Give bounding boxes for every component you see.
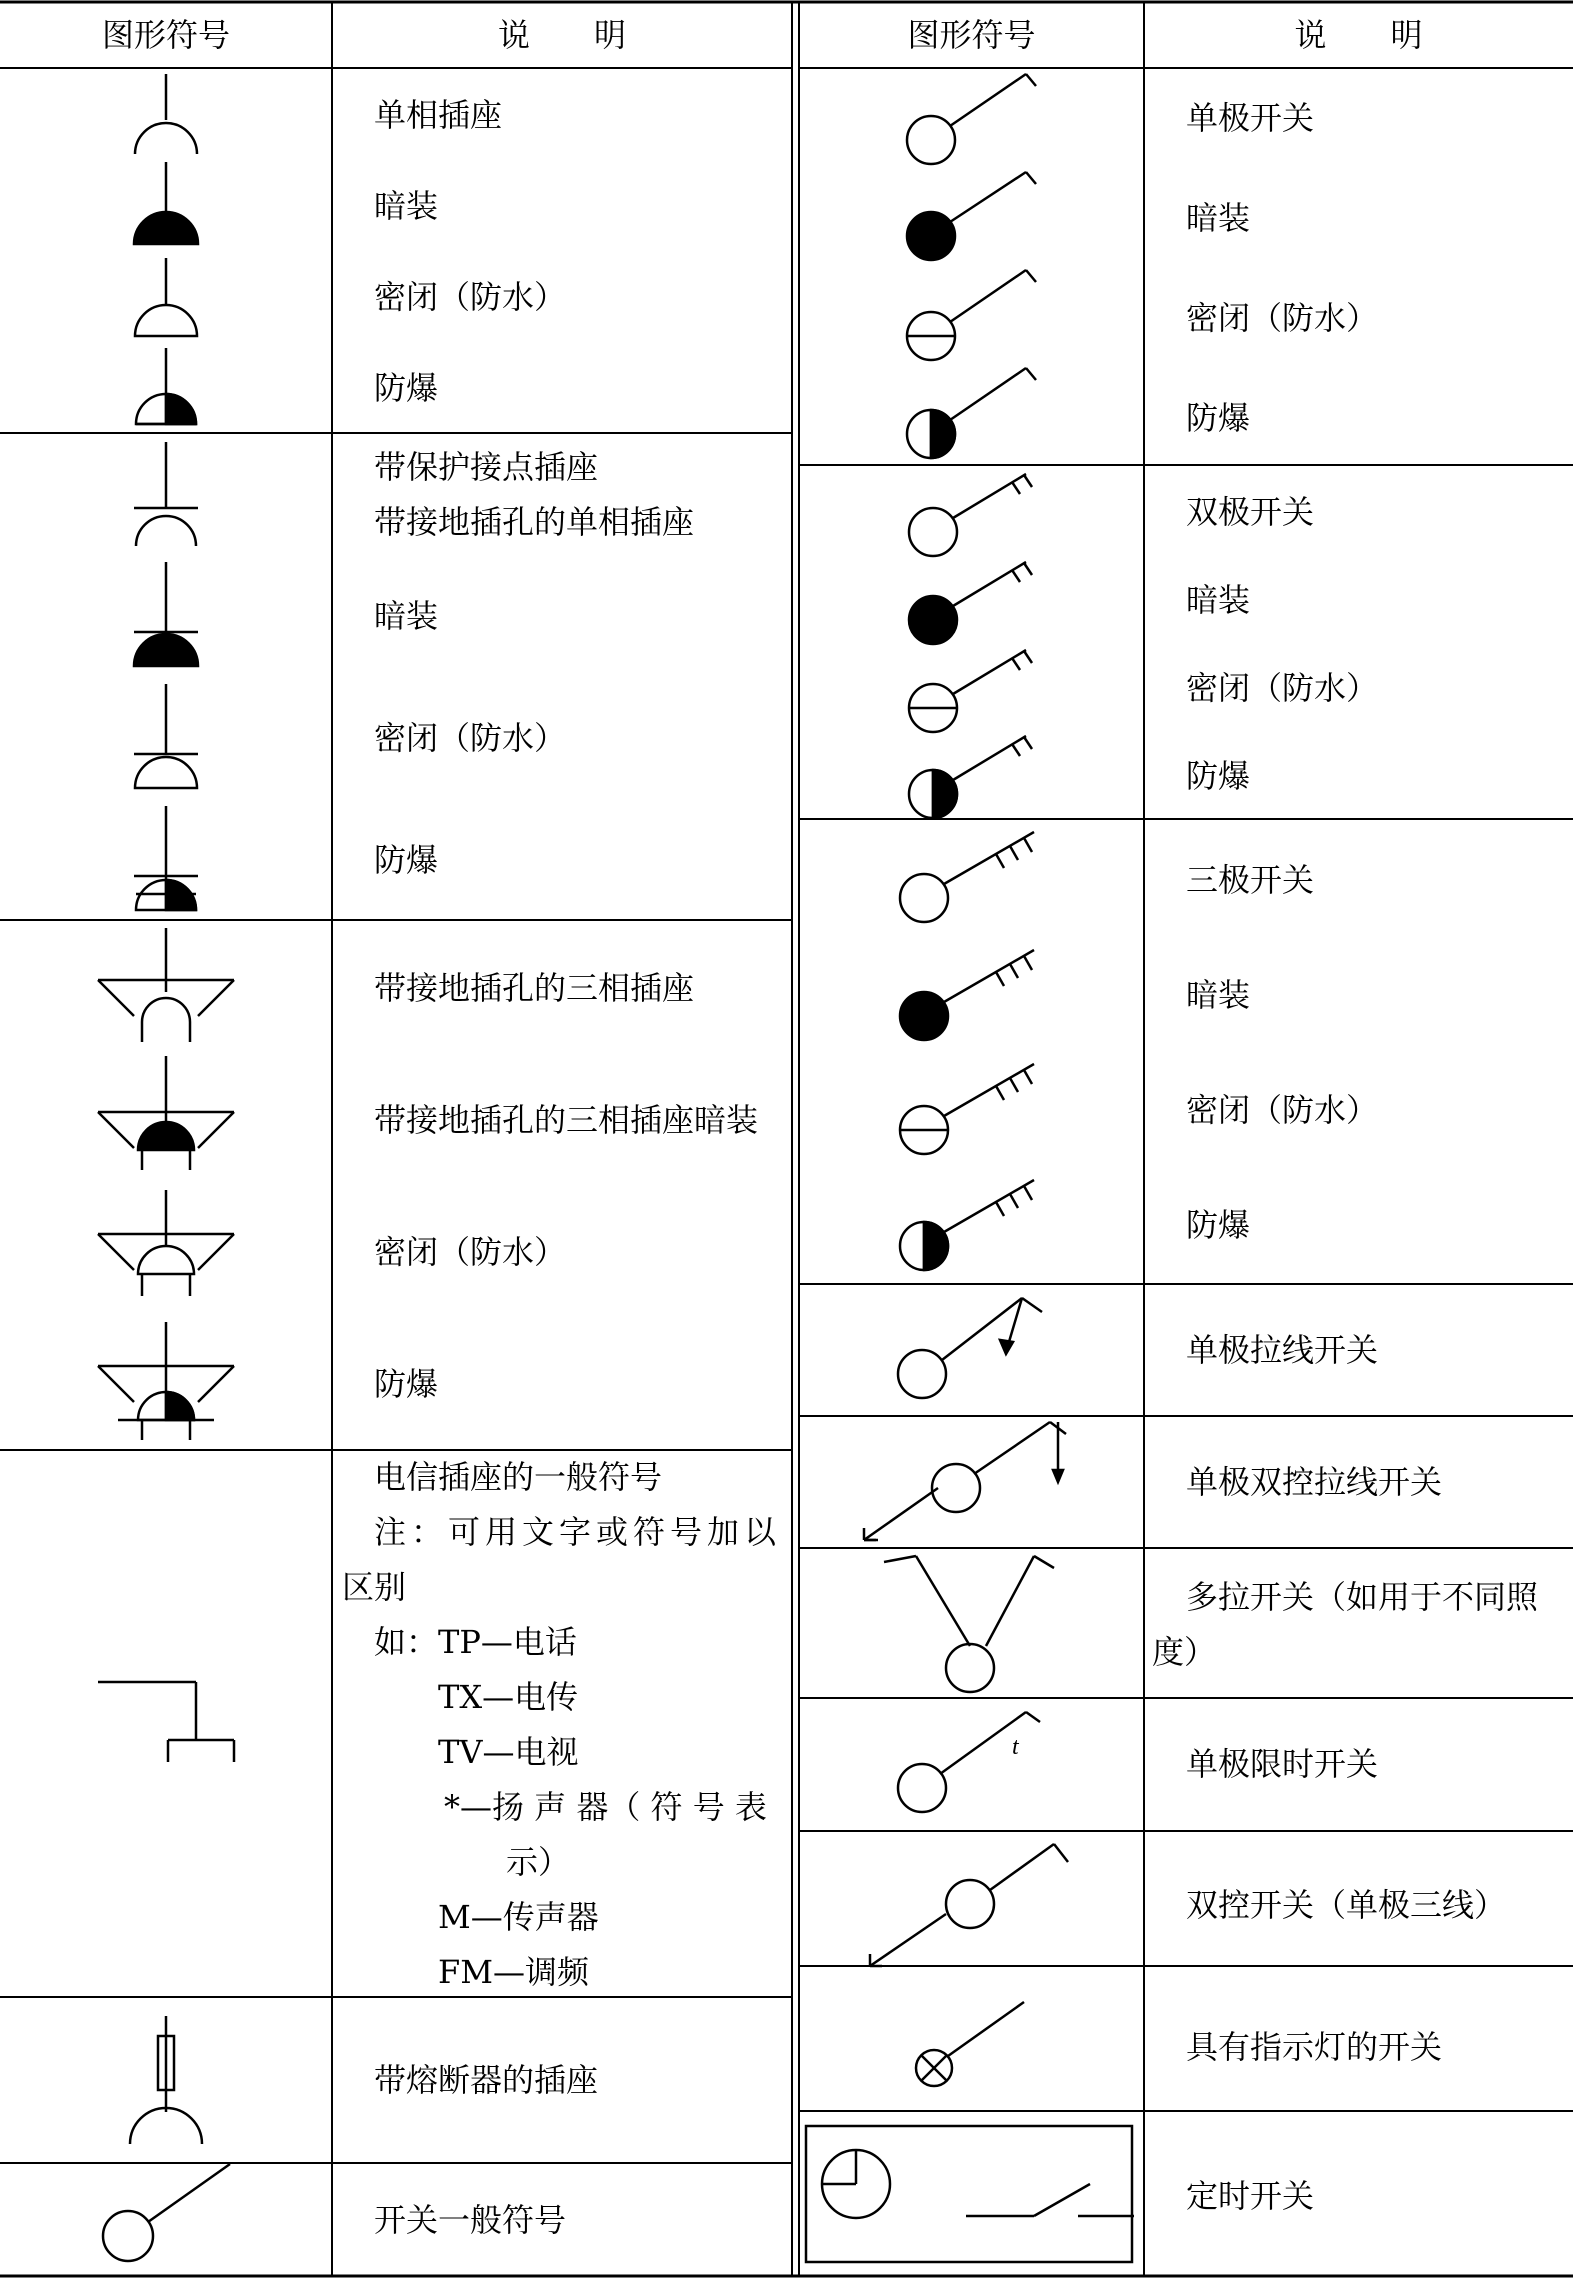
- two-way-pull-cord-switch-icon: [860, 1418, 1082, 1546]
- right-desc-line: 密闭（防水）: [1186, 669, 1379, 707]
- telecom-socket-icon: [96, 1678, 238, 1764]
- left-desc-line: TV—电视: [438, 1733, 579, 1771]
- two-way-switch-icon: [866, 1838, 1072, 1972]
- left-desc-line: M—传声器: [438, 1898, 599, 1936]
- multi-pull-switch-icon: [880, 1550, 1058, 1696]
- socket-protective-contact-icon: [126, 440, 206, 548]
- time-limit-label: t: [1012, 1734, 1019, 1760]
- three-phase-socket-sealed-icon: [94, 1188, 238, 1300]
- three-phase-socket-concealed-icon: [94, 1054, 238, 1172]
- pull-cord-switch-icon: [892, 1294, 1048, 1406]
- socket-sealed-icon: [126, 256, 206, 338]
- right-desc-line: 防爆: [1186, 399, 1251, 437]
- right-desc-line: 暗装: [1186, 976, 1251, 1014]
- three-phase-socket-explosion-proof-icon: [94, 1320, 238, 1442]
- left-desc-line: 带接地插孔的三相插座: [374, 969, 695, 1007]
- single-pole-concealed-icon: [898, 168, 1040, 264]
- right-desc-line: 双控开关（单极三线）: [1186, 1886, 1507, 1924]
- socket-protective-concealed-icon: [126, 560, 206, 668]
- right-desc-line: 多拉开关（如用于不同照: [1186, 1578, 1539, 1616]
- right-desc-line: 单极双控拉线开关: [1186, 1463, 1443, 1501]
- double-pole-explosion-proof-icon: [898, 730, 1040, 820]
- three-pole-explosion-proof-icon: [892, 1174, 1044, 1278]
- socket-protective-sealed-icon: [126, 682, 206, 790]
- double-pole-sealed-icon: [898, 644, 1040, 734]
- right-header-desc: 说 明: [1294, 16, 1423, 54]
- left-desc-line: 暗装: [374, 597, 439, 635]
- left-desc-line: 带熔断器的插座: [374, 2061, 599, 2099]
- left-header-desc: 说 明: [497, 16, 626, 54]
- right-desc-line: 具有指示灯的开关: [1186, 2028, 1443, 2066]
- left-desc-line: *—扬 声 器（ 符 号 表: [444, 1788, 767, 1826]
- double-pole-concealed-icon: [898, 556, 1040, 646]
- single-pole-switch-icon: [898, 70, 1040, 166]
- three-pole-concealed-icon: [892, 944, 1044, 1048]
- left-desc-line: 注：可用文字或符号加以: [374, 1513, 782, 1551]
- left-desc-line: 密闭（防水）: [374, 719, 567, 757]
- right-desc-line: 单极限时开关: [1186, 1745, 1379, 1783]
- right-desc-line: 度）: [1152, 1633, 1217, 1671]
- right-desc-line: 双极开关: [1186, 493, 1315, 531]
- left-desc-line: 开关一般符号: [374, 2201, 567, 2239]
- right-desc-line: 防爆: [1186, 757, 1251, 795]
- double-pole-switch-icon: [898, 468, 1040, 558]
- socket-protective-explosion-proof-icon: [126, 804, 206, 912]
- left-desc-line: 密闭（防水）: [374, 1233, 567, 1271]
- left-desc-line: 防爆: [374, 1365, 439, 1403]
- three-pole-sealed-icon: [892, 1058, 1044, 1162]
- left-desc-line: 带接地插孔的单相插座: [374, 503, 695, 541]
- left-desc-line: 暗装: [374, 187, 439, 225]
- right-desc-line: 密闭（防水）: [1186, 1091, 1379, 1129]
- timer-switch-icon: [804, 2122, 1136, 2266]
- right-desc-line: 暗装: [1186, 581, 1251, 619]
- three-phase-socket-icon: [94, 926, 238, 1044]
- fused-socket-icon: [126, 2014, 206, 2146]
- left-desc-line: 区别: [342, 1568, 407, 1606]
- left-desc-line: 如：TP—电话: [374, 1623, 577, 1661]
- left-header-symbol: 图形符号: [101, 16, 230, 54]
- right-desc-line: 定时开关: [1186, 2177, 1315, 2215]
- right-desc-line: 单极开关: [1186, 99, 1315, 137]
- left-desc-line: 示）: [506, 1843, 571, 1881]
- left-desc-line: 带保护接点插座: [374, 448, 599, 486]
- socket-concealed-icon: [126, 160, 206, 246]
- right-desc-line: 暗装: [1186, 199, 1251, 237]
- left-desc-line: 带接地插孔的三相插座暗装: [374, 1101, 759, 1139]
- left-desc-line: 单相插座: [374, 96, 503, 134]
- left-desc-line: 电信插座的一般符号: [374, 1458, 663, 1496]
- socket-explosion-proof-icon: [126, 346, 206, 426]
- single-pole-explosion-proof-icon: [898, 364, 1040, 460]
- time-limit-switch-icon: [894, 1708, 1044, 1820]
- single-phase-socket-icon: [126, 72, 206, 156]
- indicator-light-switch-icon: [906, 1996, 1028, 2092]
- single-pole-sealed-icon: [898, 266, 1040, 362]
- right-desc-line: 三极开关: [1186, 861, 1315, 899]
- right-desc-line: 单极拉线开关: [1186, 1331, 1379, 1369]
- left-desc-line: TX—电传: [438, 1678, 579, 1716]
- left-desc-line: FM—调频: [438, 1953, 589, 1991]
- three-pole-switch-icon: [892, 826, 1044, 930]
- left-desc-line: 密闭（防水）: [374, 278, 567, 316]
- right-desc-line: 密闭（防水）: [1186, 299, 1379, 337]
- left-desc-line: 防爆: [374, 841, 439, 879]
- right-desc-line: 防爆: [1186, 1206, 1251, 1244]
- left-desc-line: 防爆: [374, 369, 439, 407]
- right-header-symbol: 图形符号: [907, 16, 1036, 54]
- switch-general-icon: [98, 2160, 234, 2272]
